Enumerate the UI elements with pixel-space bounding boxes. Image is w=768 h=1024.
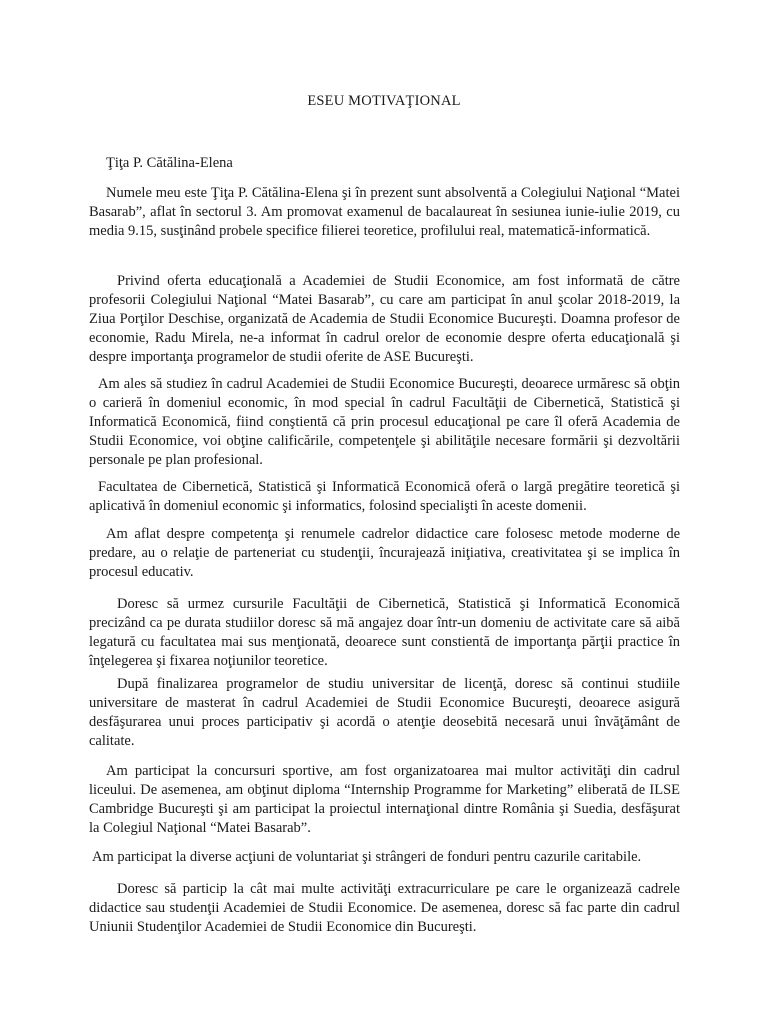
essay-title: ESEU MOTIVAŢIONAL	[307, 93, 461, 109]
author-name: Ţiţa P. Cătălina-Elena	[106, 155, 233, 171]
paragraph-8: Am participat la concursuri sportive, am fost organizatoarea mai multor activităţi din cadrul liceului. De asemenea, am obţinut diploma “Internship Programme for Marketing” eliberată de ILSE Cambridge Bucureşti şi am participat la proiectul internaţional dintre România şi Suedia, desfăşurat la Colegiul Naţional “Matei Basarab”.	[89, 763, 680, 836]
paragraph-7: După finalizarea programelor de studiu universitar de licenţă, doresc să continui studiile universitare de masterat în cadrul Academiei de Studii Economice Bucureşti, deoarece asigură desfăşurarea unui proces participativ şi acordă o atenţie deosebită necesară unui învăţământ de calitate.	[89, 676, 680, 749]
paragraph-4: Facultatea de Cibernetică, Statistică şi Informatică Economică oferă o largă pregătire teoretică şi aplicativă în domeniul economic şi informatics, folosind specialişti în aceste domenii.	[89, 479, 680, 514]
paragraph-10: Doresc să particip la cât mai multe activităţi extracurriculare pe care le organizează cadrele didactice sau studenţii Academiei de Studii Economice. De asemenea, doresc să fac parte din cadrul Uniunii Studenţilor Academiei de Studii Economice din Bucureşti.	[89, 881, 680, 935]
paragraph-1: Numele meu este Ţiţa P. Cătălina-Elena şi în prezent sunt absolventă a Colegiului Naţional “Matei Basarab”, aflat în sectorul 3. Am promovat examenul de bacalaureat în sesiunea iunie-iulie 2019, cu media 9.15, susţinând probele specifice filierei teoretice, profilului real, matematică-informatică.	[89, 185, 680, 239]
paragraph-9: Am participat la diverse acţiuni de voluntariat şi strângeri de fonduri pentru cazurile caritabile.	[92, 849, 642, 865]
paragraph-6: Doresc să urmez cursurile Facultăţii de Cibernetică, Statistică şi Informatică Economică precizând ca pe durata studiilor doresc să mă angajez doar într-un domeniu de activitate care să aibă legatură cu facultatea mai sus menţionată, deoarece sunt constientă de importanţa părţii practice în înţelegerea şi fixarea noţiunilor teoretice.	[89, 596, 680, 669]
paragraph-3: Am ales să studiez în cadrul Academiei de Studii Economice Bucureşti, deoarece urmăresc să obţin o carieră în domeniul economic, în mod special în cadrul Facultăţii de Cibernetică, Statistică şi Informatică Economică, fiind conştientă că prin procesul educaţional pe care îl oferă Academia de Studii Economice, voi obţine calificările, competenţele şi abilităţile necesare formării şi dezvoltării personale pe plan profesional.	[89, 376, 680, 468]
paragraph-2: Privind oferta educaţională a Academiei de Studii Economice, am fost informată de către profesorii Colegiului Naţional “Matei Basarab”, cu care am participat în anul şcolar 2018-2019, la Ziua Porţilor Deschise, organizată de Academia de Studii Economice Bucureşti. Doamna profesor de economie, Radu Mirela, ne-a informat în cadrul orelor de economie despre oferta educaţională şi despre importanţa programelor de studii oferite de ASE Bucureşti.	[89, 273, 680, 365]
paragraph-5: Am aflat despre competenţa şi renumele cadrelor didactice care folosesc metode moderne de predare, au o relaţie de parteneriat cu studenţii, încurajează iniţiativa, creativitatea şi se implica în procesul educativ.	[89, 526, 680, 580]
